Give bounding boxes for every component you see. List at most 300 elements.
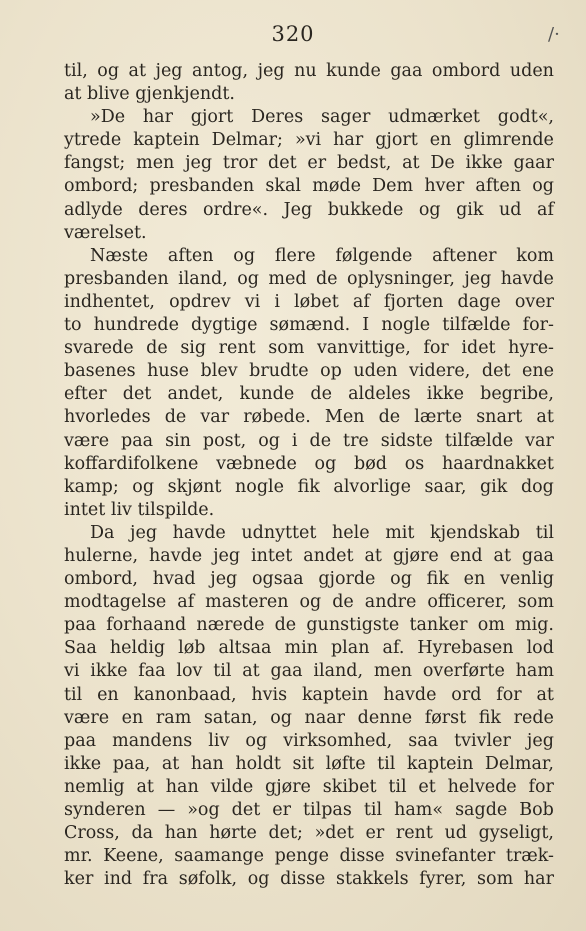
word: andre [364, 592, 417, 613]
word: andet [303, 545, 354, 566]
word: op [320, 361, 342, 382]
word: satan, [203, 707, 258, 728]
word: snart [476, 407, 523, 428]
word: søfolk, [178, 869, 238, 890]
word: møde [312, 176, 361, 197]
word: nemlig [64, 776, 125, 797]
word: rede [513, 707, 554, 728]
word: »det [314, 823, 354, 844]
word: kaptein [133, 130, 200, 151]
word: en [97, 684, 119, 705]
word: skal [265, 176, 302, 197]
word: Hyrebasen [417, 638, 514, 659]
word: uden [509, 61, 554, 81]
word: dage [457, 291, 501, 312]
word: aften [167, 245, 214, 266]
word: to [64, 315, 82, 336]
word: officerer, [427, 592, 507, 613]
word: paa, [112, 753, 151, 774]
word: sin [165, 430, 191, 451]
text-line [64, 245, 554, 268]
text-line [64, 222, 554, 245]
text-line [64, 545, 554, 568]
word: faa [138, 661, 166, 682]
word: i [291, 430, 298, 451]
word: mr. [64, 846, 93, 867]
word: synderen [64, 800, 146, 820]
text-line [64, 660, 554, 683]
word: havde [500, 268, 554, 289]
word: og [532, 176, 554, 197]
text-line [64, 568, 554, 591]
word: nogle [381, 315, 431, 336]
word: stakkels [335, 869, 409, 890]
word: hvad [152, 569, 196, 590]
word: det [231, 800, 261, 820]
word: var [200, 407, 230, 428]
line-text: intet liv tilspilde. [64, 499, 215, 520]
word: og [247, 869, 270, 890]
word: først [424, 707, 467, 728]
word: de [310, 384, 332, 405]
word: haardnakket [441, 453, 554, 474]
text-line [64, 83, 554, 106]
word: til, [64, 61, 88, 81]
word: og [97, 61, 120, 81]
word: og [237, 268, 259, 289]
word: ikke [90, 661, 128, 682]
word: og [314, 453, 337, 474]
word: videre, [409, 361, 471, 382]
word: kjendskab [430, 522, 521, 543]
word: paa [64, 615, 97, 636]
word: intet [251, 545, 293, 566]
word: Keene, [103, 846, 164, 867]
word: — [157, 800, 176, 820]
word: for [528, 776, 554, 797]
word: de [332, 592, 354, 613]
word: rent [218, 338, 256, 359]
word: jeg [526, 730, 554, 751]
word: svarede [64, 338, 134, 359]
text-line [64, 152, 554, 175]
word: om [477, 615, 505, 636]
word: hele [332, 522, 370, 543]
text-line [64, 268, 554, 291]
word: fik [426, 569, 449, 590]
text-line [64, 175, 554, 198]
word: da [131, 823, 154, 844]
word: til [388, 776, 407, 797]
word: en [121, 707, 144, 728]
word: presbanden [64, 268, 169, 289]
word: bedst, [336, 153, 392, 174]
word: har [333, 130, 364, 151]
text-line [64, 337, 554, 360]
text-line [64, 753, 554, 776]
text-line [64, 199, 554, 222]
word: holdt [235, 753, 281, 774]
word: hundrede [93, 315, 179, 336]
word: penge [274, 846, 329, 867]
word: huse [147, 361, 190, 382]
word: tilfælde [442, 315, 511, 336]
word: bød [354, 453, 387, 474]
text-line [64, 522, 554, 545]
word: lærte [414, 407, 463, 428]
word: iland, [313, 661, 364, 682]
word: væbnede [216, 453, 297, 474]
word: det [481, 361, 511, 382]
word: fjorten [383, 291, 444, 312]
word: ogsaa [252, 569, 304, 590]
word: jeg [155, 61, 183, 81]
word: ram [155, 707, 192, 728]
word: for [423, 338, 449, 359]
word: har [142, 107, 173, 128]
word: oplysninger, [346, 268, 455, 289]
word: nogle [235, 476, 284, 497]
word: paa [64, 730, 97, 751]
word: fik [297, 476, 320, 497]
word: jeg [210, 569, 238, 590]
word: er [307, 153, 327, 174]
word: og [233, 245, 256, 266]
word: som [268, 338, 305, 359]
word: til [64, 684, 83, 705]
word: nærede [196, 615, 265, 636]
word: tvivler [454, 730, 511, 751]
text-line [64, 730, 554, 753]
word: Men [324, 407, 365, 428]
word: mit [385, 522, 415, 543]
word: det [122, 384, 152, 405]
word: han [164, 823, 198, 844]
word: ud [499, 199, 522, 220]
word: som [477, 869, 514, 890]
word: til [213, 661, 232, 682]
word: havde [383, 684, 437, 705]
text-line [64, 868, 554, 891]
corner-mark: /· [548, 24, 560, 45]
word: udnyttet [241, 522, 317, 543]
word: det; [268, 823, 303, 844]
word: for [496, 684, 522, 705]
word: Jeg [283, 199, 313, 220]
text-line [64, 776, 554, 799]
word: virksomhed, [283, 730, 393, 751]
word: liv [208, 730, 230, 751]
word: andet, [167, 384, 224, 405]
word: efter [64, 384, 107, 405]
word: Saa [64, 638, 97, 659]
text-line [64, 591, 554, 614]
text-line [64, 430, 554, 453]
word: de [378, 407, 401, 428]
text-line [64, 406, 554, 429]
word: være [64, 707, 110, 728]
word: og [132, 476, 155, 497]
word: ud [444, 823, 467, 844]
word: gaa [270, 661, 303, 682]
word: rent [395, 823, 433, 844]
word: uden [353, 361, 398, 382]
word: gjøre [392, 545, 439, 566]
word: de [164, 407, 187, 428]
word: end [449, 545, 483, 566]
word: bukkede [327, 199, 404, 220]
word: plan [330, 638, 370, 659]
word: jeg [257, 61, 285, 81]
text-line [64, 684, 554, 707]
word: kaptein [406, 753, 474, 774]
word: denne [357, 707, 413, 728]
word: lod [526, 638, 554, 659]
word: fyrer, [419, 869, 467, 890]
word: ombord, [64, 569, 138, 590]
word: gjorde [318, 569, 376, 590]
word: af [537, 199, 554, 220]
word: at [128, 61, 147, 81]
word: han [190, 753, 224, 774]
word: koffardifolkene [64, 453, 199, 474]
word: at [242, 661, 260, 682]
word: sømænd. [269, 315, 351, 336]
word: at [402, 153, 420, 174]
word: gunstigste [306, 615, 400, 636]
word: De [430, 153, 455, 174]
text-line [64, 845, 554, 868]
word: aften [475, 176, 521, 197]
word: ikke [64, 753, 102, 774]
text-line [64, 614, 554, 637]
word: over [514, 291, 554, 312]
word: os [404, 453, 425, 474]
word: og [390, 569, 412, 590]
word: naar [304, 707, 346, 728]
text-line [64, 60, 554, 83]
word: til [363, 800, 383, 820]
text-line [64, 383, 554, 406]
word: af [177, 592, 195, 613]
word: gaa [521, 545, 554, 566]
word: sagde [455, 800, 508, 820]
body-text [64, 60, 554, 891]
word: og [299, 592, 322, 613]
word: flere [274, 245, 316, 266]
word: opdrev [169, 291, 231, 312]
word: løfte [325, 753, 366, 774]
word: Næste [90, 245, 149, 266]
word: gyseligt, [478, 823, 554, 844]
word: er [365, 823, 385, 844]
word: røbede. [243, 407, 311, 428]
text-line [64, 499, 554, 522]
word: være [64, 430, 110, 451]
text-line [64, 291, 554, 314]
text-line [64, 637, 554, 660]
word: vi [64, 661, 80, 682]
word: venlig [500, 569, 554, 590]
text-line [64, 476, 554, 499]
word: gaa [390, 61, 423, 81]
word: saar, [424, 476, 467, 497]
word: men [136, 153, 175, 174]
word: deres [138, 199, 188, 220]
word: til [377, 753, 396, 774]
word: til [535, 522, 554, 543]
word: fangst; [64, 153, 126, 174]
word: det [268, 153, 297, 174]
word: kanonbaad, [133, 684, 237, 705]
word: ord [451, 684, 482, 705]
word: et [418, 776, 436, 797]
word: de [274, 615, 297, 636]
page-number: 320 [271, 22, 315, 46]
word: havde [149, 545, 203, 566]
word: post, [202, 430, 247, 451]
word: ordre«. [202, 199, 269, 220]
word: tre [343, 430, 369, 451]
text-line [64, 453, 554, 476]
word: fra [142, 869, 169, 890]
word: glimrende [463, 130, 554, 151]
word: løbet [294, 291, 339, 312]
word: vi [244, 291, 261, 312]
word: helvede [447, 776, 517, 797]
word: indhentet, [64, 291, 155, 312]
word: Da [90, 522, 115, 543]
word: iland, [178, 268, 228, 289]
word: jeg [185, 153, 213, 174]
word: vanvittige, [316, 338, 411, 359]
word: kamp; [64, 476, 119, 497]
word: lov [176, 661, 203, 682]
word: ytrede [64, 130, 122, 151]
word: for- [522, 315, 554, 336]
word: Deres [251, 107, 304, 128]
word: træk- [505, 846, 554, 867]
text-line [64, 314, 554, 337]
word: ikke [426, 384, 464, 405]
word: gaar [513, 153, 554, 174]
word: og [418, 199, 441, 220]
word: skjønt [167, 476, 222, 497]
word: fik [478, 707, 501, 728]
word: alvorlige [333, 476, 411, 497]
word: I [362, 315, 370, 336]
word: de [309, 430, 332, 451]
word: skibet [322, 776, 377, 797]
word: ombord; [64, 176, 139, 197]
word: antog, [192, 61, 249, 81]
line-text: at blive gjenkjendt. [64, 84, 235, 105]
word: hyre- [508, 338, 554, 359]
word: svinefanter [395, 846, 496, 867]
word: mig. [515, 615, 554, 636]
word: »De [90, 107, 126, 128]
word: men [373, 661, 413, 682]
word: hvis [251, 684, 288, 705]
word: kunde [239, 384, 295, 405]
word: adlyde [64, 199, 123, 220]
word: er [272, 800, 291, 820]
word: udmærket [388, 107, 480, 128]
text-line [64, 360, 554, 383]
word: aftener [432, 245, 497, 266]
word: sig [180, 338, 207, 359]
text-line [64, 129, 554, 152]
word: idet [461, 338, 496, 359]
word: nu [294, 61, 317, 81]
word: dog [520, 476, 554, 497]
text-line [64, 106, 554, 129]
word: ind [104, 869, 133, 890]
word: en [463, 569, 486, 590]
word: hver [424, 176, 465, 197]
word: tanker [409, 615, 468, 636]
word: Cross, [64, 823, 120, 844]
word: at [493, 545, 511, 566]
word: brudte [249, 361, 309, 382]
word: i [274, 291, 280, 312]
word: paa [121, 430, 154, 451]
word: altsaa [218, 638, 272, 659]
word: han [165, 776, 199, 797]
word: var [525, 430, 554, 451]
word: min [284, 638, 318, 659]
word: at [536, 407, 554, 428]
word: sit [292, 753, 315, 774]
word: som [517, 592, 554, 613]
word: Dem [372, 176, 414, 197]
word: forhaand [106, 615, 187, 636]
word: hvorledes [64, 407, 151, 428]
word: begribe, [480, 384, 554, 405]
word: tilfælde [444, 430, 514, 451]
word: gjort [190, 107, 234, 128]
word: kunde [326, 61, 381, 81]
word: hulerne, [64, 545, 139, 566]
word: ombord [431, 61, 501, 81]
word: disse [280, 869, 326, 890]
word: de [315, 268, 338, 289]
word: aldeles [348, 384, 411, 405]
word: Delmar, [484, 753, 554, 774]
word: Bob [519, 800, 554, 820]
word: og [258, 430, 280, 451]
word: jeg [130, 522, 158, 543]
word: masteren [205, 592, 289, 613]
word: ham« [394, 800, 444, 820]
word: jeg [464, 268, 492, 289]
word: overførte [422, 661, 505, 682]
word: tilpas [302, 800, 352, 820]
word: heldig [109, 638, 166, 659]
word: saamange [174, 846, 264, 867]
word: løb [178, 638, 206, 659]
word: presbanden [149, 176, 255, 197]
word: med [268, 268, 307, 289]
text-line [64, 799, 554, 822]
word: gik [456, 199, 484, 220]
word: »vi [294, 130, 322, 151]
word: ikke [465, 153, 503, 174]
word: sidste [380, 430, 433, 451]
word: sager [320, 107, 371, 128]
word: hørte [209, 823, 257, 844]
word: saa [408, 730, 439, 751]
